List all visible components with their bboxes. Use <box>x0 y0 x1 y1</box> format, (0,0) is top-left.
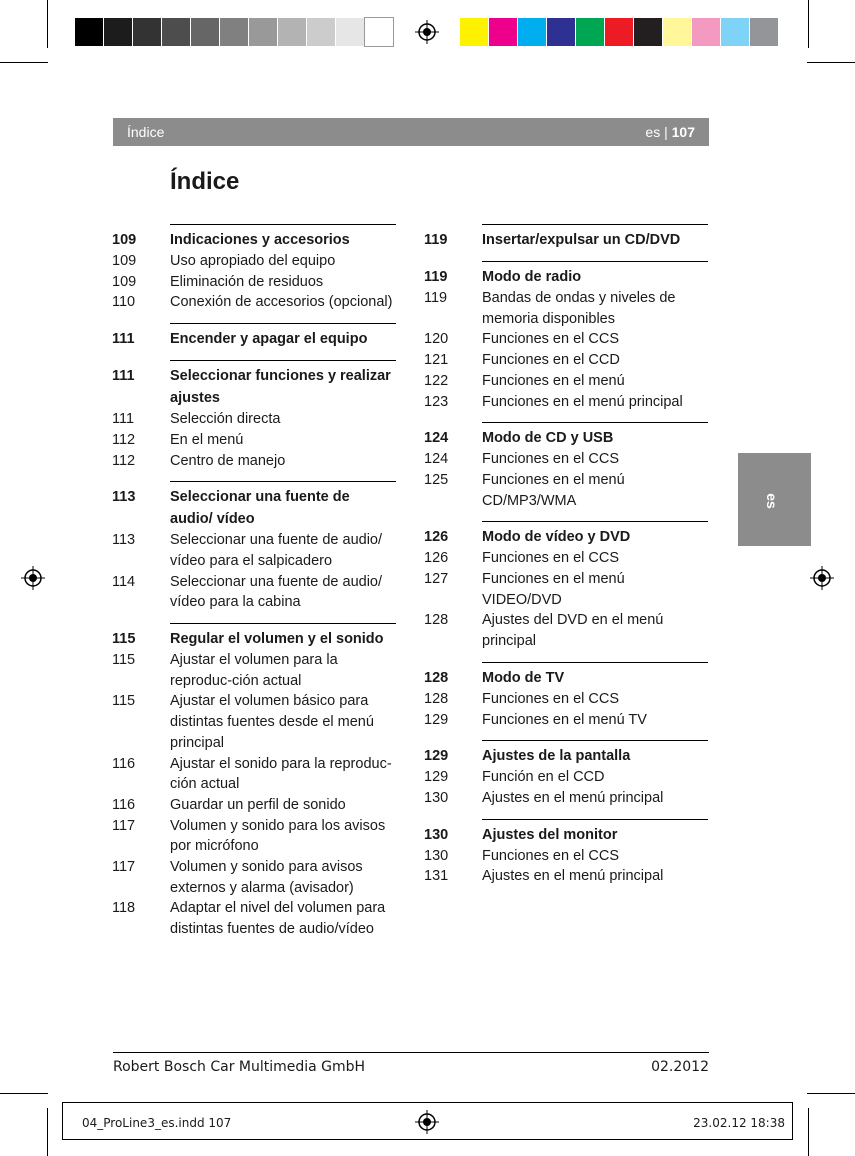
crop-mark <box>808 0 809 48</box>
toc-entry-text: Funciones en el CCS <box>482 331 620 348</box>
toc-entry[interactable] <box>112 795 396 816</box>
toc-entry[interactable] <box>424 866 708 887</box>
toc-page-number: 119 <box>424 269 448 285</box>
toc-page-number: 110 <box>112 294 136 311</box>
color-swatch <box>278 18 306 46</box>
toc-page-number: 129 <box>424 711 449 728</box>
color-swatch <box>75 18 103 46</box>
toc-section-heading[interactable] <box>424 745 708 767</box>
toc-entry-text: Funciones en el CCD <box>482 352 620 369</box>
toc-page-number: 122 <box>424 372 449 389</box>
crop-mark <box>0 1093 48 1094</box>
toc-entry[interactable] <box>424 548 708 569</box>
toc-entry-text: Funciones en el CCS <box>482 847 620 864</box>
toc-entry[interactable] <box>424 288 708 329</box>
toc-entry[interactable] <box>424 710 708 731</box>
toc-section <box>424 819 708 887</box>
toc-entry-text: Conexión de accesorios (opcional) <box>170 294 393 311</box>
toc-page-number: 111 <box>112 368 135 385</box>
toc-entry-text: Volumen y sonido para los avisos por micrófono <box>170 817 386 855</box>
toc-page-number: 111 <box>112 331 135 348</box>
toc-entry[interactable] <box>112 691 396 753</box>
toc-heading-text: Seleccionar funciones y realizar ajustes <box>170 368 391 407</box>
toc-entry[interactable] <box>112 650 396 691</box>
toc-page-number: 129 <box>424 769 449 786</box>
toc-section-heading[interactable] <box>112 229 396 251</box>
toc-heading-text: Ajustes de la pantalla <box>482 748 631 765</box>
color-swatch <box>692 18 720 46</box>
toc-heading-text: Ajustes del monitor <box>482 826 618 843</box>
toc-page-number: 116 <box>112 755 136 772</box>
toc-page-number: 115 <box>112 693 136 710</box>
header-lang: es <box>645 124 661 140</box>
header-section-title: Índice <box>127 124 165 140</box>
toc-page-number: 124 <box>424 430 449 447</box>
toc-section <box>424 422 708 511</box>
toc-entry[interactable] <box>112 409 396 430</box>
color-swatch <box>721 18 749 46</box>
color-swatch <box>750 18 778 46</box>
slug-timestamp: 23.02.12 18:38 <box>693 1116 785 1130</box>
toc-entry[interactable] <box>424 788 708 809</box>
toc-section-heading[interactable] <box>424 824 708 846</box>
toc-entry[interactable] <box>424 350 708 371</box>
toc-page-number: 127 <box>424 571 449 588</box>
toc-entry-text: Selección directa <box>170 411 281 428</box>
color-swatch <box>336 18 364 46</box>
running-header <box>113 118 709 146</box>
color-swatch <box>220 18 248 46</box>
toc-entry[interactable] <box>112 754 396 795</box>
color-swatch <box>365 18 393 46</box>
toc-section <box>112 224 396 313</box>
toc-entry-text: Funciones en el menú principal <box>482 393 683 410</box>
toc-heading-text: Insertar/expulsar un CD/DVD <box>482 232 681 248</box>
color-swatch <box>663 18 691 46</box>
toc-page-number: 112 <box>112 431 136 448</box>
toc-section-heading[interactable] <box>112 628 396 650</box>
toc-page-number: 124 <box>424 451 449 468</box>
toc-page-number: 115 <box>112 652 136 669</box>
page-title: Índice <box>170 168 240 195</box>
crop-mark <box>47 1108 48 1156</box>
toc-section <box>424 224 708 251</box>
toc-page-number: 123 <box>424 393 449 410</box>
registration-mark-icon <box>415 1110 439 1134</box>
toc-section <box>424 521 708 652</box>
toc-entry-text: Volumen y sonido para avisos externos y alarma (avisador) <box>170 859 363 896</box>
toc-entry[interactable] <box>424 610 708 651</box>
footer-rule <box>113 1052 709 1053</box>
toc-entry[interactable] <box>112 451 396 472</box>
color-swatch <box>489 18 517 46</box>
toc-heading-text: Encender y apagar el equipo <box>170 331 368 348</box>
toc-entry[interactable] <box>112 272 396 293</box>
toc-entry-text: Ajustar el volumen básico para distintas fuentes desde el menú principal <box>170 693 374 751</box>
toc-entry[interactable] <box>112 292 396 313</box>
toc-section <box>112 323 396 350</box>
toc-entry-text: Ajustes del DVD en el menú principal <box>482 612 664 650</box>
toc-section-heading[interactable] <box>112 328 396 350</box>
footer-date: 02.2012 <box>651 1059 709 1075</box>
toc-page-number: 111 <box>112 411 135 428</box>
color-swatch <box>104 18 132 46</box>
toc-page-number: 119 <box>424 290 448 306</box>
toc-entry-text: Funciones en el CCS <box>482 451 620 468</box>
toc-section-heading[interactable] <box>424 266 708 288</box>
toc-entry-text: Funciones en el CCS <box>482 690 620 707</box>
toc-entry[interactable] <box>424 449 708 470</box>
toc-section-heading[interactable] <box>424 229 708 251</box>
color-swatch <box>547 18 575 46</box>
toc-page-number: 130 <box>424 847 449 864</box>
toc-entry[interactable] <box>112 251 396 272</box>
color-swatch <box>576 18 604 46</box>
toc-page-number: 112 <box>112 452 136 469</box>
color-swatch <box>133 18 161 46</box>
toc-entry-text: Eliminación de residuos <box>170 273 324 290</box>
toc-entry-text: Funciones en el menú VIDEO/DVD <box>482 571 625 608</box>
toc-entry-text: Funciones en el menú <box>482 372 625 389</box>
toc-entry[interactable] <box>112 530 396 571</box>
toc-entry-text: Guardar un perfil de sonido <box>170 796 346 813</box>
toc-entry-text: En el menú <box>170 431 244 448</box>
language-side-tab <box>738 453 811 546</box>
toc-entry-text: Uso apropiado del equipo <box>170 253 336 269</box>
toc-section <box>424 261 708 412</box>
crop-mark <box>807 1093 855 1094</box>
toc-entry[interactable] <box>424 767 708 788</box>
toc-entry[interactable] <box>424 689 708 710</box>
toc-page-number: 128 <box>424 612 449 629</box>
toc-entry-text: Funciones en el CCS <box>482 550 620 567</box>
toc-section <box>424 662 708 730</box>
toc-page-number: 129 <box>424 748 449 765</box>
toc-entry-text: Bandas de ondas y niveles de memoria disponibles <box>482 290 676 327</box>
toc-heading-text: Indicaciones y accesorios <box>170 232 350 248</box>
toc-page-number: 130 <box>424 826 449 843</box>
color-swatch <box>191 18 219 46</box>
toc-page-number: 117 <box>112 817 136 834</box>
toc-page-number: 128 <box>424 690 449 707</box>
toc-page-number: 109 <box>112 232 137 248</box>
header-page-number: es | 107 <box>645 124 695 140</box>
toc-heading-text: Seleccionar una fuente de audio/ vídeo <box>170 489 350 528</box>
toc-page-number: 126 <box>424 529 449 546</box>
toc-entry-text: Centro de manejo <box>170 452 286 469</box>
toc-section-heading[interactable] <box>112 365 396 409</box>
toc-entry-text: Seleccionar una fuente de audio/ vídeo para la cabina <box>170 573 383 611</box>
toc-section <box>424 740 708 808</box>
toc-entry[interactable] <box>424 470 708 511</box>
toc-entry-text: Funciones en el menú TV <box>482 711 647 728</box>
toc-heading-text: Modo de radio <box>482 269 582 285</box>
toc-page-number: 126 <box>424 550 449 567</box>
toc-entry[interactable] <box>424 392 708 413</box>
toc-section-heading[interactable] <box>424 667 708 689</box>
color-swatch <box>605 18 633 46</box>
header-page: 107 <box>671 124 695 140</box>
toc-heading-text: Regular el volumen y el sonido <box>170 631 384 648</box>
toc-entry-text: Ajustes en el menú principal <box>482 789 664 806</box>
crop-mark <box>0 62 48 63</box>
toc-entry[interactable] <box>112 816 396 857</box>
toc-section <box>112 623 396 940</box>
toc-entry-text: Ajustar el volumen para la reproduc-ción actual <box>170 652 338 689</box>
toc-section-heading[interactable] <box>112 486 396 530</box>
toc-column-right <box>426 224 708 887</box>
toc-entry-text: Adaptar el nivel del volumen para distintas fuentes de audio/vídeo <box>170 900 386 938</box>
color-swatch <box>460 18 488 46</box>
toc-entry-text: Ajustar el sonido para la reproduc-ción actual <box>170 755 392 793</box>
crop-mark <box>808 1108 809 1156</box>
toc-page-number: 113 <box>112 532 136 549</box>
registration-mark-icon <box>810 566 834 590</box>
toc-entry[interactable] <box>112 430 396 451</box>
toc-entry-text: Ajustes en el menú principal <box>482 868 664 885</box>
toc-entry[interactable] <box>424 846 708 867</box>
toc-page-number: 121 <box>424 352 449 369</box>
toc-page-number: 109 <box>112 253 137 269</box>
side-tab-label: es <box>763 493 780 509</box>
toc-page-number: 113 <box>112 489 136 506</box>
toc-page-number: 131 <box>424 868 449 885</box>
toc-page-number: 130 <box>424 789 449 806</box>
toc-entry[interactable] <box>112 857 396 898</box>
color-swatch <box>634 18 662 46</box>
slug-filename: 04_ProLine3_es.indd 107 <box>82 1116 232 1130</box>
color-swatch <box>249 18 277 46</box>
toc-page-number: 128 <box>424 669 449 686</box>
toc-section <box>112 481 396 613</box>
toc-page-number: 118 <box>112 900 136 917</box>
toc-heading-text: Modo de TV <box>482 669 565 686</box>
registration-mark-icon <box>415 20 439 44</box>
toc-page-number: 120 <box>424 331 449 348</box>
footer-company: Robert Bosch Car Multimedia GmbH <box>113 1059 366 1075</box>
toc-page-number: 115 <box>112 631 136 648</box>
color-swatch <box>307 18 335 46</box>
toc-entry-text: Funciones en el menú CD/MP3/WMA <box>482 471 625 509</box>
toc-entry[interactable] <box>112 898 396 939</box>
toc-entry[interactable] <box>112 572 396 613</box>
toc-page-number: 117 <box>112 859 136 876</box>
toc-entry[interactable] <box>424 371 708 392</box>
toc-page-number: 119 <box>424 232 448 248</box>
toc-entry[interactable] <box>424 569 708 610</box>
toc-section-heading[interactable] <box>424 427 708 449</box>
toc-entry[interactable] <box>424 329 708 350</box>
toc-section <box>112 360 396 471</box>
toc-page-number: 125 <box>424 471 449 488</box>
toc-section-heading[interactable] <box>424 526 708 548</box>
toc-page-number: 109 <box>112 273 137 290</box>
toc-column-left <box>114 224 396 940</box>
toc-heading-text: Modo de vídeo y DVD <box>482 529 631 546</box>
toc-entry-text: Función en el CCD <box>482 769 605 786</box>
color-swatch <box>518 18 546 46</box>
crop-mark <box>807 62 855 63</box>
toc-page-number: 114 <box>112 573 136 590</box>
toc-heading-text: Modo de CD y USB <box>482 430 614 447</box>
color-swatch <box>162 18 190 46</box>
crop-mark <box>47 0 48 48</box>
toc-page-number: 116 <box>112 796 136 813</box>
registration-mark-icon <box>21 566 45 590</box>
toc-entry-text: Seleccionar una fuente de audio/ vídeo para el salpicadero <box>170 532 383 569</box>
